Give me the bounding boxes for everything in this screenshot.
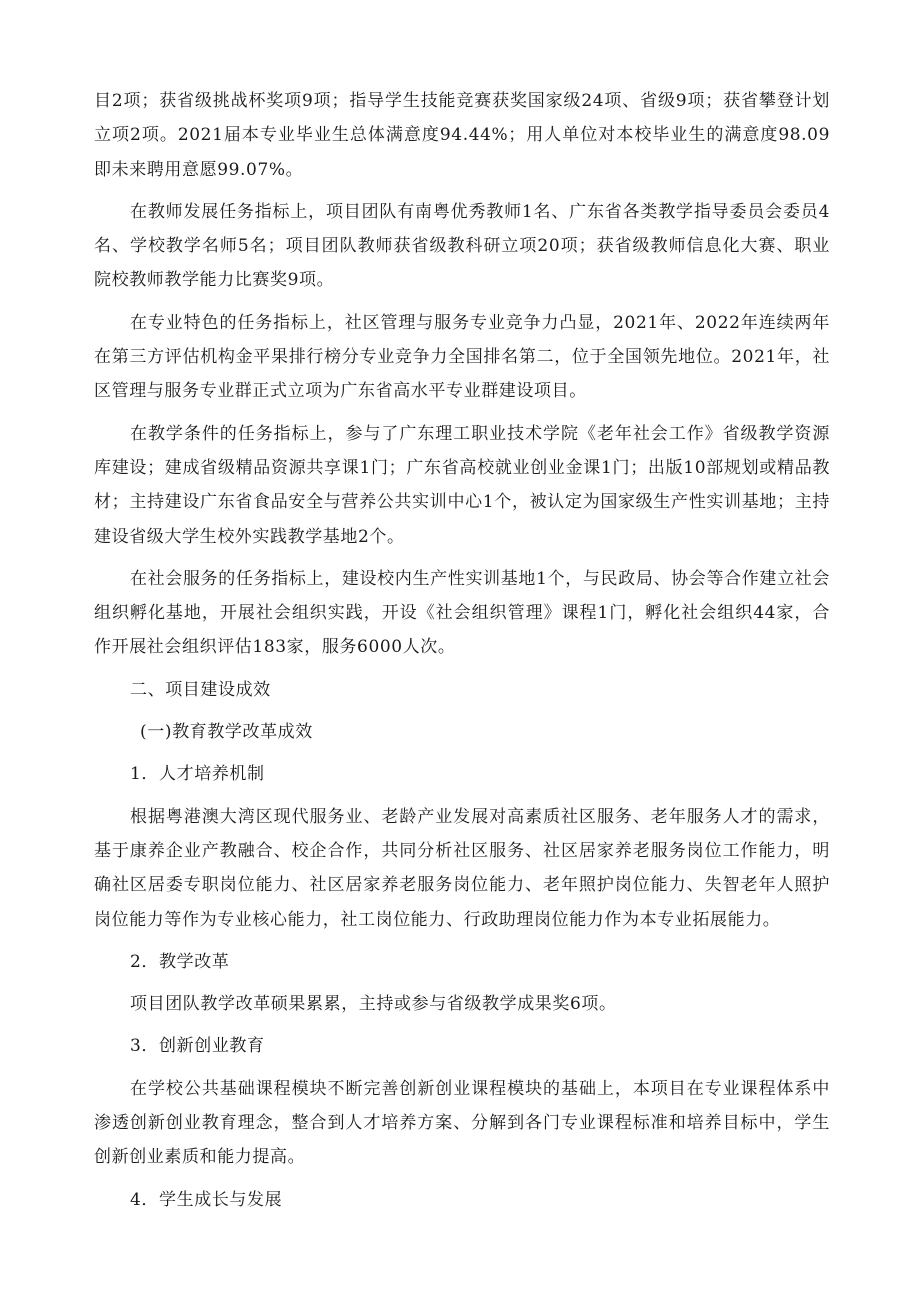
spacer (94, 707, 830, 715)
paragraph-innovation: 在学校公共基础课程模块不断完善创新创业课程模块的基础上，本项目在专业课程体系中渗透创新创业教育理念，整合到人才培养方案、分解到各门专业课程标准和培养目标中，学生创新创业素质和能力提高。 (94, 1078, 830, 1168)
spacer (94, 187, 830, 195)
paragraph-teaching-reform: 项目团队教学改革硕果累累，主持或参与省级教学成果奖6项。 (130, 994, 617, 1015)
spacer (94, 979, 830, 987)
item-heading-student-growth: 4．学生成长与发展 (130, 1189, 283, 1210)
spacer (94, 665, 830, 673)
paragraph-major-features: 在专业特色的任务指标上，社区管理与服务专业竞争力凸显，2021年、2022年连续两年在第三方评估机构金平果排行榜分专业竞争力全国排名第二，位于全国领先地位。2021年，社区管理与服务专业群正式立项为广东省高水平专业群建设项目。 (94, 312, 830, 402)
spacer (94, 1175, 830, 1183)
item-heading-innovation: 3．创新创业教育 (130, 1036, 265, 1057)
paragraph-talent-mechanism: 根据粤港澳大湾区现代服务业、老龄产业发展对高素质社区服务、老年服务人才的需求，基于康养企业产教融合、校企合作，共同分析社区服务、社区居家养老服务岗位工作能力，明确社区居委专职岗位能力、社区居家养老服务岗位能力、老年照护岗位能力、失智老年人照护岗位能力等作为专业核心能力，社工岗位能力、行政助理岗位能力作为本专业拓展能力。 (94, 806, 830, 930)
document-page (94, 84, 830, 1217)
spacer (94, 937, 830, 945)
item-heading-teaching-reform: 2．教学改革 (130, 951, 230, 972)
paragraph-teaching-conditions: 在教学条件的任务指标上，参与了广东理工职业技术学院《老年社会工作》省级教学资源库建设；建成省级精品资源共享课1门；广东省高校就业创业金课1门；出版10部规划或精品教材；主持建设广东省食品安全与营养公共实训中心1个，被认定为国家级生产性实训基地；主持建设省级大学生校外实践教学基地2个。 (94, 423, 830, 547)
spacer (94, 1021, 830, 1029)
spacer (94, 1064, 830, 1072)
subsection-heading-reform: (一)教育教学改革成效 (140, 722, 313, 743)
paragraph-social-service: 在社会服务的任务指标上，建设校内生产性实训基地1个，与民政局、协会等合作建立社会组织孵化基地，开展社会组织实践，开设《社会组织管理》课程1门，孵化社会组织44家，合作开展社会组织评估183家，服务6000人次。 (94, 568, 830, 658)
spacer (94, 554, 830, 562)
spacer (94, 409, 830, 417)
paragraph-teacher-development: 在教师发展任务指标上，项目团队有南粤优秀教师1名、广东省各类教学指导委员会委员4名、学校教学名师5名；项目团队教师获省级教科研立项20项；获省级教师信息化大赛、职业院校教师教学能力比赛奖9项。 (94, 201, 830, 291)
section-heading-outcomes: 二、项目建设成效 (130, 679, 271, 700)
spacer (94, 298, 830, 306)
spacer (94, 792, 830, 800)
spacer (94, 749, 830, 757)
item-heading-talent-mechanism: 1．人才培养机制 (130, 764, 265, 785)
paragraph-student-awards: 目2项；获省级挑战杯奖项9项；指导学生技能竞赛获奖国家级24项、省级9项；获省攀登计划立项2项。2021届本专业毕业生总体满意度94.44%；用人单位对本校毕业生的满意度98.09即未来聘用意愿99.07%。 (94, 91, 830, 180)
